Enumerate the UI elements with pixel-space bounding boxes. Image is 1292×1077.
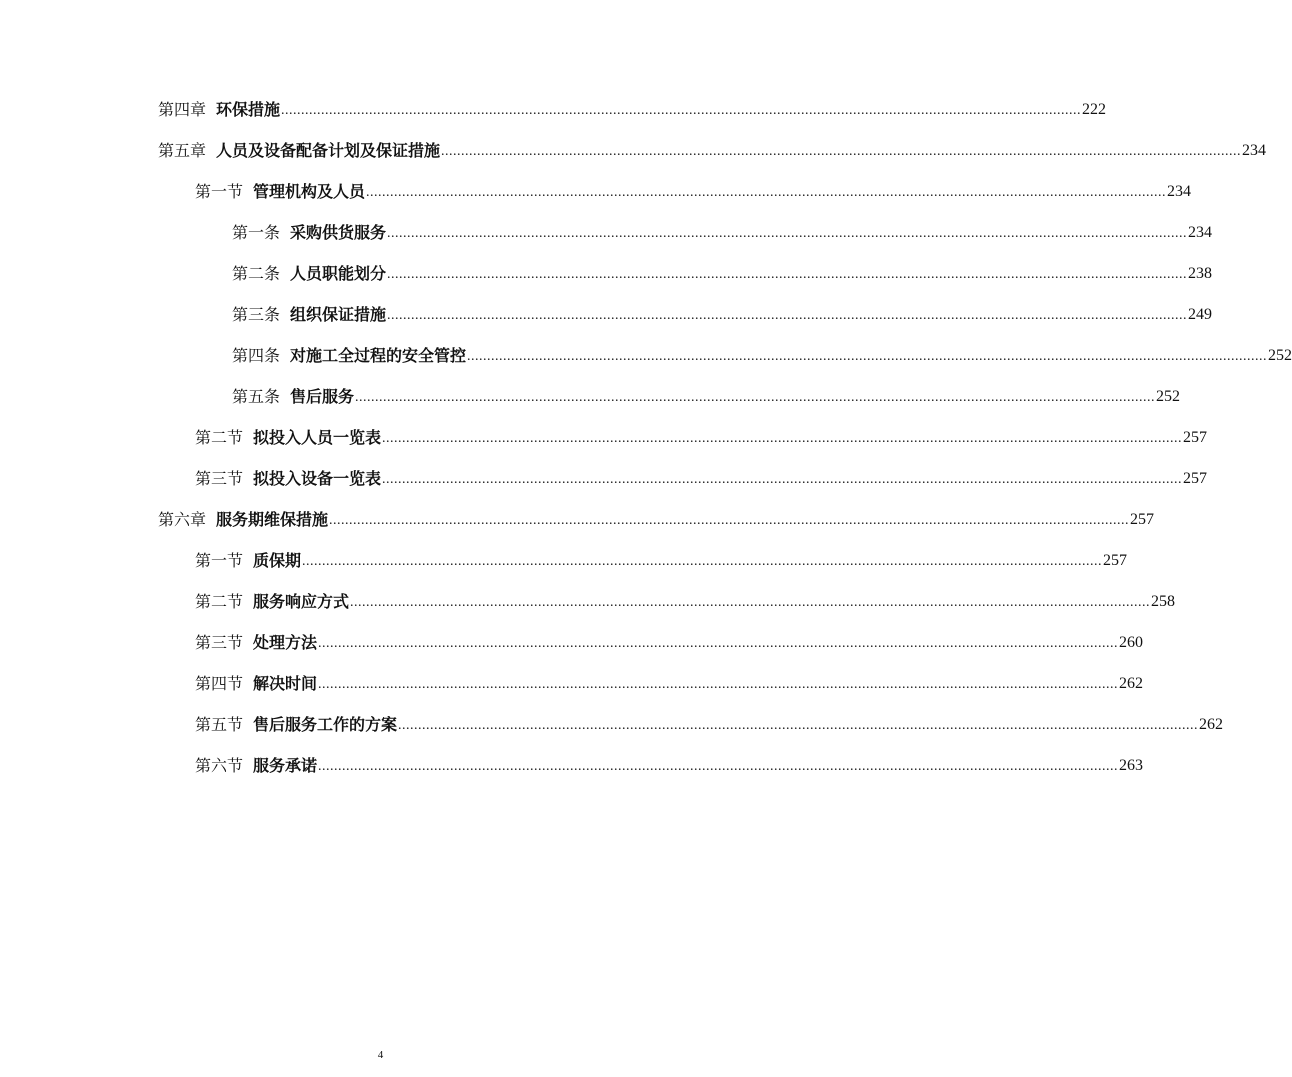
toc-entry-page: 257 bbox=[1183, 429, 1208, 446]
toc-entry-label: 第三节 bbox=[195, 633, 244, 652]
toc-entry[interactable] bbox=[0, 582, 1176, 612]
toc-entry-page: 222 bbox=[1082, 101, 1107, 118]
toc-entry-label: 第三节 bbox=[195, 469, 244, 488]
toc-entry-label: 第六章 bbox=[158, 510, 207, 529]
toc-dot-leader: ........................................................................................................................................................................................................ bbox=[467, 349, 1268, 364]
toc-dot-leader: ........................................................................................................................................................................................................ bbox=[281, 103, 1082, 118]
toc-dot-leader: ........................................................................................................................................................................................................ bbox=[382, 431, 1183, 446]
toc-entry[interactable] bbox=[0, 131, 1267, 161]
toc-entry-title: 人员及设备配备计划及保证措施 bbox=[216, 141, 441, 160]
toc-entry[interactable] bbox=[0, 705, 1224, 735]
toc-entry[interactable] bbox=[0, 90, 1107, 120]
toc-entry-page: 252 bbox=[1268, 347, 1292, 364]
toc-entry-title: 服务期维保措施 bbox=[216, 510, 329, 529]
toc-entry-page: 258 bbox=[1151, 593, 1176, 610]
toc-entry-label: 第五节 bbox=[195, 715, 244, 734]
toc-entry[interactable] bbox=[0, 213, 1213, 243]
toc-entry[interactable] bbox=[0, 377, 1181, 407]
toc-entry-page: 234 bbox=[1242, 142, 1267, 159]
toc-dot-leader: ........................................................................................................................................................................................................ bbox=[441, 144, 1242, 159]
toc-entry[interactable] bbox=[0, 746, 1144, 776]
toc-entry[interactable] bbox=[0, 623, 1144, 653]
toc-dot-leader: ........................................................................................................................................................................................................ bbox=[398, 718, 1199, 733]
toc-entry-title: 组织保证措施 bbox=[290, 305, 387, 324]
toc-entry-title: 环保措施 bbox=[216, 100, 281, 119]
toc-entry-title: 服务承诺 bbox=[253, 756, 318, 775]
toc-entry-title: 售后服务 bbox=[290, 387, 355, 406]
toc-entry-label: 第二条 bbox=[232, 264, 281, 283]
toc-entry-label: 第五条 bbox=[232, 387, 281, 406]
toc-entry-label: 第三条 bbox=[232, 305, 281, 324]
toc-entry-label: 第六节 bbox=[195, 756, 244, 775]
toc-dot-leader: ........................................................................................................................................................................................................ bbox=[366, 185, 1167, 200]
toc-dot-leader: ........................................................................................................................................................................................................ bbox=[302, 554, 1103, 569]
toc-entry-page: 257 bbox=[1130, 511, 1155, 528]
toc-entry[interactable] bbox=[0, 336, 1292, 366]
toc-entry-label: 第一节 bbox=[195, 182, 244, 201]
toc-dot-leader: ........................................................................................................................................................................................................ bbox=[382, 472, 1183, 487]
toc-entry-page: 252 bbox=[1156, 388, 1181, 405]
toc-entry-page: 263 bbox=[1119, 757, 1144, 774]
toc-entry-title: 服务响应方式 bbox=[253, 592, 350, 611]
toc-entry[interactable] bbox=[0, 664, 1144, 694]
toc-dot-leader: ........................................................................................................................................................................................................ bbox=[329, 513, 1130, 528]
toc-entry-page: 257 bbox=[1103, 552, 1128, 569]
toc-entry-label: 第一条 bbox=[232, 223, 281, 242]
toc-entry-page: 249 bbox=[1188, 306, 1213, 323]
toc-entry-page: 257 bbox=[1183, 470, 1208, 487]
toc-entry[interactable] bbox=[0, 541, 1128, 571]
toc-dot-leader: ........................................................................................................................................................................................................ bbox=[318, 759, 1119, 774]
toc-entry-title: 拟投入设备一览表 bbox=[253, 469, 382, 488]
toc-entry-title: 采购供货服务 bbox=[290, 223, 387, 242]
toc-dot-leader: ........................................................................................................................................................................................................ bbox=[350, 595, 1151, 610]
toc-entry-label: 第四节 bbox=[195, 674, 244, 693]
toc-entry[interactable] bbox=[0, 459, 1208, 489]
page-number: 4 bbox=[377, 1049, 384, 1061]
toc-entry-title: 拟投入人员一览表 bbox=[253, 428, 382, 447]
toc-entry-page: 260 bbox=[1119, 634, 1144, 651]
toc-dot-leader: ........................................................................................................................................................................................................ bbox=[318, 677, 1119, 692]
toc-entry-title: 人员职能划分 bbox=[290, 264, 387, 283]
toc-entry-label: 第四章 bbox=[158, 100, 207, 119]
toc-entry[interactable] bbox=[0, 418, 1208, 448]
toc-entry-label: 第四条 bbox=[232, 346, 281, 365]
toc-entry-page: 262 bbox=[1119, 675, 1144, 692]
toc-dot-leader: ........................................................................................................................................................................................................ bbox=[387, 308, 1188, 323]
toc-entry-label: 第二节 bbox=[195, 428, 244, 447]
toc-entry-title: 对施工全过程的安全管控 bbox=[290, 346, 467, 365]
toc-entry-page: 234 bbox=[1188, 224, 1213, 241]
toc-entry-page: 262 bbox=[1199, 716, 1224, 733]
toc-entry-title: 处理方法 bbox=[253, 633, 318, 652]
toc-entry-page: 234 bbox=[1167, 183, 1192, 200]
toc-entry[interactable] bbox=[0, 254, 1213, 284]
toc-entry-title: 解决时间 bbox=[253, 674, 318, 693]
toc-entry-title: 售后服务工作的方案 bbox=[253, 715, 398, 734]
toc-entry-label: 第二节 bbox=[195, 592, 244, 611]
toc-entry[interactable] bbox=[0, 500, 1155, 530]
toc-dot-leader: ........................................................................................................................................................................................................ bbox=[318, 636, 1119, 651]
toc-dot-leader: ........................................................................................................................................................................................................ bbox=[387, 267, 1188, 282]
toc-entry-label: 第五章 bbox=[158, 141, 207, 160]
toc-dot-leader: ........................................................................................................................................................................................................ bbox=[355, 390, 1156, 405]
toc-dot-leader: ........................................................................................................................................................................................................ bbox=[387, 226, 1188, 241]
toc-entry-title: 管理机构及人员 bbox=[253, 182, 366, 201]
toc-entry-title: 质保期 bbox=[253, 551, 302, 570]
toc-entry-label: 第一节 bbox=[195, 551, 244, 570]
toc-entry[interactable] bbox=[0, 295, 1213, 325]
toc-entry[interactable] bbox=[0, 172, 1192, 202]
toc-entry-page: 238 bbox=[1188, 265, 1213, 282]
